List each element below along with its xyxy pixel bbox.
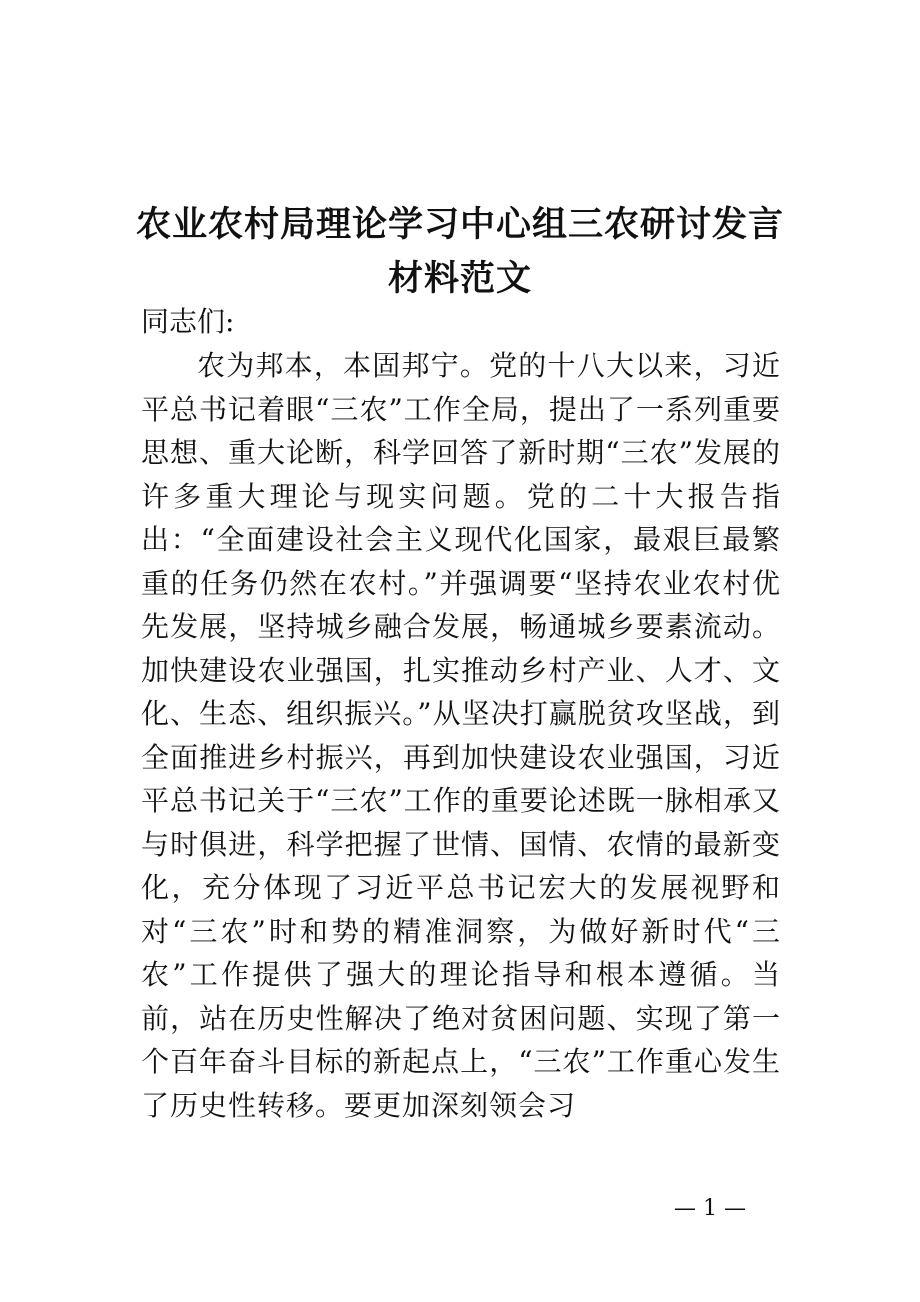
title-line-2: 材料范文	[387, 259, 532, 299]
document-title	[120, 198, 800, 306]
title-line-1: 农业农村局理论学习中心组三农研讨发言	[135, 205, 784, 245]
salutation: 同志们:	[141, 305, 235, 338]
page-number: — 1 —	[674, 1196, 746, 1221]
body-paragraph: 农为邦本，本固邦宁。党的十八大以来，习近平总书记着眼“三农”工作全局，提出了一系列重要思想、重大论断，科学回答了新时期“三农”发展的许多重大理论与现实问题。党的二十大报告指出：“全面建设社会主义现代化国家，最艰巨最繁重的任务仍然在农村。”并强调要“坚持农业农村优先发展，坚持城乡融合发展，畅通城乡要素流动。加快建设农业强国，扎实推动乡村产业、人才、文化、生态、组织振兴。”从坚决打赢脱贫攻坚战，到全面推进乡村振兴，再到加快建设农业强国，习近平总书记关于“三农”工作的重要论述既一脉相承又与时俱进，科学把握了世情、国情、农情的最新变化，充分体现了习近平总书记宏大的发展视野和对“三农”时和势的精准洞察，为做好新时代“三农”工作提供了强大的理论指导和根本遵循。当前，站在历史性解决了绝对贫困问题、实现了第一个百年奋斗目标的新起点上，“三农”工作重心发生了历史性转移。要更加深刻领会习	[141, 349, 781, 1122]
